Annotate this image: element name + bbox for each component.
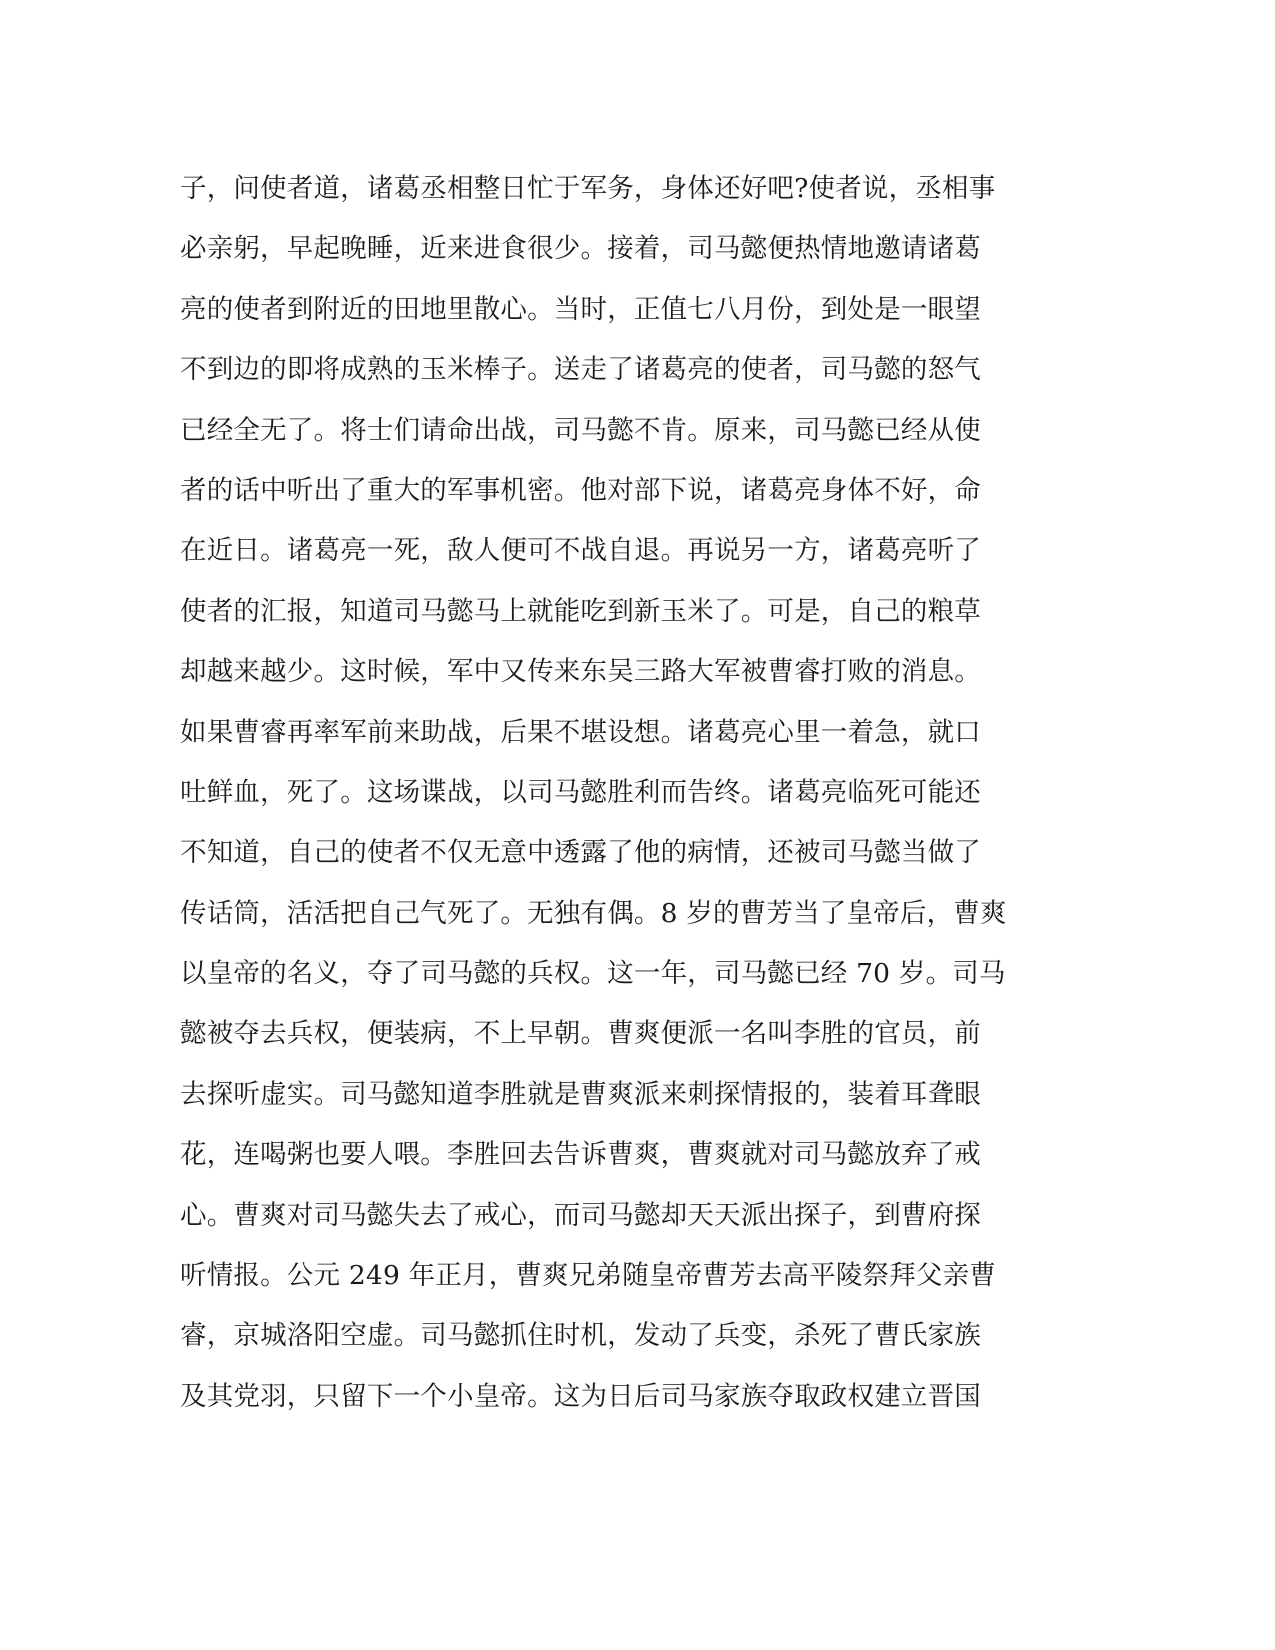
text-line: 及其党羽，只留下一个小皇帝。这为日后司马家族夺取政权建立晋国: [180, 1380, 981, 1412]
text-line: 亮的使者到附近的田地里散心。当时，正值七八月份，到处是一眼望: [180, 293, 981, 325]
text-line: 以皇帝的名义，夺了司马懿的兵权。这一年，司马懿已经 70 岁。司马: [180, 958, 1006, 990]
text-line: 使者的汇报，知道司马懿马上就能吃到新玉米了。可是，自己的粮草: [180, 595, 981, 627]
text-line: 懿被夺去兵权，便装病，不上早朝。曹爽便派一名叫李胜的官员，前: [180, 1018, 981, 1050]
text-line: 吐鲜血，死了。这场谍战，以司马懿胜利而告终。诸葛亮临死可能还: [180, 776, 981, 808]
text-line: 不知道，自己的使者不仅无意中透露了他的病情，还被司马懿当做了: [180, 837, 981, 869]
text-line: 如果曹睿再率军前来助战，后果不堪设想。诸葛亮心里一着急，就口: [180, 716, 981, 748]
text-line: 心。曹爽对司马懿失去了戒心，而司马懿却天天派出探子，到曹府探: [180, 1199, 981, 1231]
body-text: [180, 159, 1060, 1427]
text-line: 睿，京城洛阳空虚。司马懿抓住时机，发动了兵变，杀死了曹氏家族: [180, 1320, 981, 1352]
text-line: 已经全无了。将士们请命出战，司马懿不肯。原来，司马懿已经从使: [180, 414, 981, 446]
text-line: 不到边的即将成熟的玉米棒子。送走了诸葛亮的使者，司马懿的怒气: [180, 354, 981, 386]
text-line: 在近日。诸葛亮一死，敌人便可不战自退。再说另一方，诸葛亮听了: [180, 535, 981, 567]
text-line: 子，问使者道，诸葛丞相整日忙于军务，身体还好吧?使者说，丞相事: [180, 173, 996, 204]
text-line: 传话筒，活活把自己气死了。无独有偶。8 岁的曹芳当了皇帝后，曹爽: [180, 897, 1007, 929]
text-line: 却越来越少。这时候，军中又传来东吴三路大军被曹睿打败的消息。: [180, 656, 981, 688]
text-line: 花，连喝粥也要人喂。李胜回去告诉曹爽，曹爽就对司马懿放弃了戒: [180, 1139, 981, 1171]
text-line: 者的话中听出了重大的军事机密。他对部下说，诸葛亮身体不好，命: [180, 474, 981, 506]
text-line: 必亲躬，早起晚睡，近来进食很少。接着，司马懿便热情地邀请诸葛: [180, 233, 981, 265]
text-line: 去探听虚实。司马懿知道李胜就是曹爽派来刺探情报的，装着耳聋眼: [180, 1078, 981, 1110]
text-line: 听情报。公元 249 年正月，曹爽兄弟随皇帝曹芳去高平陵祭拜父亲曹: [180, 1260, 997, 1292]
